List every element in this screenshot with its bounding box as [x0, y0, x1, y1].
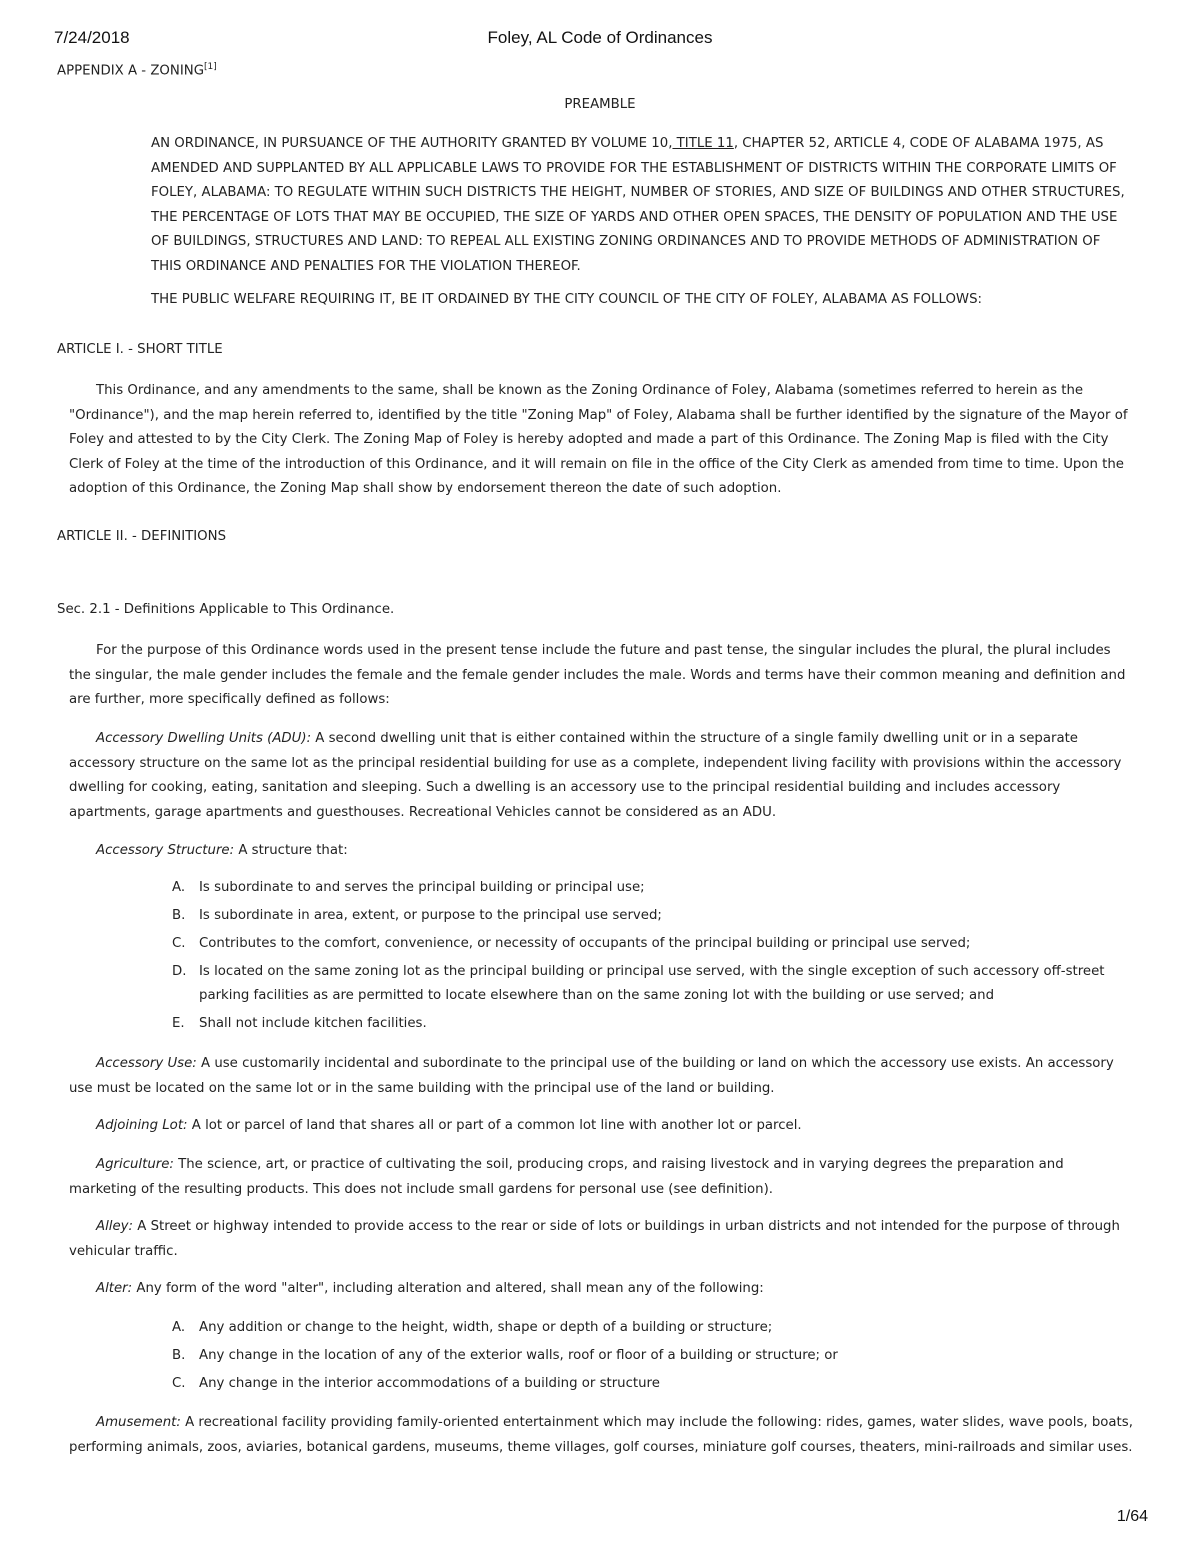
list-item: D. Is located on the same zoning lot as the principal building or principal use served, with the single exception of such accessory off-street parking facilities as are permitted to locate elsewhere than on the same zoning lot with the building or use served; and	[172, 964, 1105, 1003]
appendix-label: APPENDIX A - ZONING	[57, 63, 205, 79]
definitions-intro: For the purpose of this Ordinance words used in the present tense include the future and past tense, the singular includes the plural, the plural includes the singular, the male gender includes the female and the female gender includes the male. Words and terms have their common meaning and definition and are further, more specifically defined as follows:	[69, 643, 1126, 707]
public-welfare-text: THE PUBLIC WELFARE REQUIRING IT, BE IT ORDAINED BY THE CITY COUNCIL OF THE CITY OF FOLEY, ALABAMA AS FOLLOWS:	[151, 292, 982, 307]
accessory-structure-list	[172, 876, 1132, 1040]
preamble-text: AN ORDINANCE, IN PURSUANCE OF THE AUTHORITY GRANTED BY VOLUME 10, TITLE 11, CHAPTER 52, ARTICLE 4, CODE OF ALABAMA 1975, AS AMENDED AND SUPPLANTED BY ALL APPLICABLE LAWS TO PROVIDE FOR THE ESTABLISHMENT OF DISTRICTS WITHIN THE CORPORATE LIMITS OF FOLEY, ALABAMA: TO REGULATE WITHIN SUCH DISTRICTS THE HEIGHT, NUMBER OF STORIES, AND SIZE OF BUILDINGS AND OTHER STRUCTURES, THE PERCENTAGE OF LOTS THAT MAY BE OCCUPIED, THE SIZE OF YARDS AND OTHER OPEN SPACES, THE DENSITY OF POPULATION AND THE USE OF BUILDINGS, STRUCTURES AND LAND: TO REPEAL ALL EXISTING ZONING ORDINANCES AND TO PROVIDE METHODS OF ADMINISTRATION OF THIS ORDINANCE AND PENALTIES FOR THE VIOLATION THEREOF.	[151, 136, 1125, 274]
list-item: C. Any change in the interior accommodations of a building or structure	[172, 1376, 660, 1391]
definition-term: Agriculture:	[96, 1157, 174, 1172]
definition-term: Accessory Structure:	[96, 843, 235, 858]
definition-term: Adjoining Lot:	[96, 1118, 188, 1133]
list-item: B. Is subordinate in area, extent, or purpose to the principal use served;	[172, 908, 662, 923]
definition-term: Alley:	[96, 1219, 134, 1234]
definition-amusement: Amusement: A recreational facility providing family-oriented entertainment which may include the following: rides, games, water slides, wave pools, boats, performing animals, zoos, aviaries, botanical gardens, museums, theme villages, golf courses, miniature golf courses, theaters, mini-railroads and similar uses.	[69, 1415, 1133, 1455]
definition-term: Alter:	[96, 1281, 133, 1296]
alter-list	[172, 1316, 1132, 1400]
title-11-link[interactable]: TITLE 11	[672, 136, 734, 151]
list-item: C. Contributes to the comfort, convenience, or necessity of occupants of the principal building or principal use served;	[172, 936, 971, 951]
definition-accessory-structure: Accessory Structure: A structure that:	[96, 843, 348, 858]
preamble-title: PREAMBLE	[564, 97, 636, 112]
section-2-1-heading: Sec. 2.1 - Definitions Applicable to This Ordinance.	[57, 602, 395, 617]
definition-alter: Alter: Any form of the word "alter", including alteration and altered, shall mean any of the following:	[96, 1281, 764, 1296]
article-2-heading: ARTICLE II. - DEFINITIONS	[57, 529, 227, 544]
print-header-title: Foley, AL Code of Ordinances	[487, 28, 713, 47]
footnote-link[interactable]: [1]	[204, 62, 217, 72]
article-1-text: This Ordinance, and any amendments to the same, shall be known as the Zoning Ordinance of Foley, Alabama (sometimes referred to herein as the "Ordinance"), and the map herein referred to, identified by the title "Zoning Map" of Foley, Alabama shall be further identified by the signature of the Mayor of Foley and attested to by the City Clerk. The Zoning Map of Foley is hereby adopted and made a part of this Ordinance. The Zoning Map is filed with the City Clerk of Foley at the time of the introduction of this Ordinance, and it will remain on file in the office of the City Clerk as amended from time to time. Upon the adoption of this Ordinance, the Zoning Map shall show by endorsement thereon the date of such adoption.	[69, 383, 1128, 496]
print-header-date: 7/24/2018	[54, 28, 130, 47]
list-item: A. Any addition or change to the height, width, shape or depth of a building or structure;	[172, 1320, 773, 1335]
definition-term: Accessory Use:	[96, 1056, 197, 1071]
article-1-heading: ARTICLE I. - SHORT TITLE	[57, 342, 223, 357]
print-footer-page-number: 1/64	[1116, 1508, 1148, 1525]
list-item: B. Any change in the location of any of the exterior walls, roof or floor of a building or structure; or	[172, 1348, 838, 1363]
definition-accessory-use: Accessory Use: A use customarily incidental and subordinate to the principal use of the building or land on which the accessory use exists. An accessory use must be located on the same lot or in the same building with the principal use of the land or building.	[69, 1056, 1114, 1096]
appendix-heading	[57, 62, 217, 78]
definition-alley: Alley: A Street or highway intended to provide access to the rear or side of lots or buildings in urban districts and not intended for the purpose of through vehicular traffic.	[69, 1219, 1120, 1259]
list-item: E. Shall not include kitchen facilities.	[172, 1016, 427, 1031]
definition-adu: Accessory Dwelling Units (ADU): A second dwelling unit that is either contained within the structure of a single family dwelling unit or in a separate accessory structure on the same lot as the principal residential building for use as a complete, independent living facility with provisions within the accessory dwelling for cooking, eating, sanitation and sleeping. Such a dwelling is an accessory use to the principal residential building and includes accessory apartments, garage apartments and guesthouses. Recreational Vehicles cannot be considered as an ADU.	[69, 731, 1122, 820]
definition-agriculture: Agriculture: The science, art, or practice of cultivating the soil, producing crops, and raising livestock and in varying degrees the preparation and marketing of the resulting products. This does not include small gardens for personal use (see definition).	[69, 1157, 1064, 1197]
definition-adjoining-lot: Adjoining Lot: A lot or parcel of land that shares all or part of a common lot line with another lot or parcel.	[96, 1118, 802, 1133]
definition-term: Amusement:	[96, 1415, 181, 1430]
list-item: A. Is subordinate to and serves the principal building or principal use;	[172, 880, 645, 895]
definition-term: Accessory Dwelling Units (ADU):	[96, 731, 312, 746]
